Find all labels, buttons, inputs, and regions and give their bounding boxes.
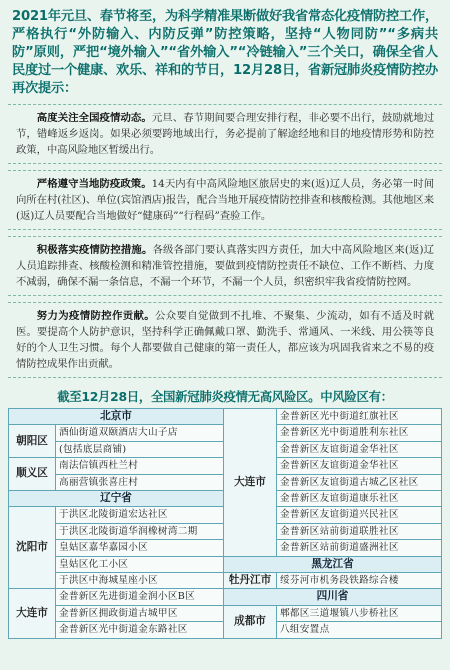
risk-area-table xyxy=(8,408,442,639)
city-cell: 牡丹江市 xyxy=(224,573,277,589)
city-cell: 成都市 xyxy=(224,605,277,638)
area-cell: 金普新区友谊街道兴民社区 xyxy=(277,507,442,523)
risk-area-table-block xyxy=(8,384,442,639)
section-4-lead: 努力为疫情防控作贡献。 xyxy=(36,310,156,322)
section-4-text xyxy=(16,308,434,372)
section-1-lead: 高度关注全国疫情动态。 xyxy=(36,112,152,124)
area-cell: 金普新区光中街道红旗社区 xyxy=(277,409,442,425)
area-cell: 金普新区站前街道联胜社区 xyxy=(277,523,442,539)
area-cell: 皇姑区化工小区 xyxy=(56,556,224,572)
area-cell: 金普新区友谊街道古城乙区社区 xyxy=(277,474,442,490)
area-cell: 金普新区友谊街道金华社区 xyxy=(277,441,442,457)
area-cell: 金普新区友谊街道康乐社区 xyxy=(277,491,442,507)
province-cell: 北京市 xyxy=(9,409,224,425)
table-row xyxy=(9,605,442,621)
area-cell: 金普新区拥政街道古城甲区 xyxy=(56,605,224,621)
area-cell: 金普新区站前街道盛洲社区 xyxy=(277,540,442,556)
section-2-text xyxy=(16,176,434,224)
area-cell: 酒仙街道双颐酒店大山子店 xyxy=(56,425,224,441)
area-cell: 金普新区光中街道金东路社区 xyxy=(56,622,224,638)
area-cell: 于洪区北陵街道宏达社区 xyxy=(56,507,224,523)
section-3-lead: 积极落实疫情防控措施。 xyxy=(36,244,153,256)
section-1-body: 元旦、春节期间要合理安排行程，非必要不出行，鼓励就地过节，错峰返乡返岗。如果必须要跨地域出行，务必提前了解途经地和目的地疫情形势和防控政策，中高风险地区暂缓出行。 xyxy=(16,112,434,156)
section-4 xyxy=(8,302,442,378)
area-cell: 金普新区先进街道金润小区B区 xyxy=(56,589,224,605)
area-cell: 金普新区友谊街道金华社区 xyxy=(277,458,442,474)
area-cell: 金普新区光中街道胜利东社区 xyxy=(277,425,442,441)
section-3 xyxy=(8,236,442,296)
section-2-body: 14天内有中高风险地区旅居史的来(返)辽人员，务必第一时间向所在村(社区)、单位(宾馆酒店)报告，配合当地开展疫情防控排查和核酸检测。其他地区来(返)辽人员要配合当地做好“健康码”“行程码”查验工作。 xyxy=(16,178,434,222)
table-row xyxy=(9,556,442,572)
table-row xyxy=(9,589,442,605)
section-3-text xyxy=(16,242,434,290)
risk-table-title: 截至12月28日，全国新冠肺炎疫情无高风险区。中风险区有： xyxy=(57,389,393,404)
district-cell: 顺义区 xyxy=(9,458,56,491)
area-cell: 八组安置点 xyxy=(277,622,442,638)
city-cell: 沈阳市 xyxy=(9,507,56,589)
area-cell: (包括底层商铺) xyxy=(56,441,224,457)
section-4-body: 公众要自觉做到不扎堆、不聚集、少流动，如有不适及时就医。要提高个人防护意识，坚持科学正确佩戴口罩、勤洗手、常通风、一米线、用公筷等良好的个人卫生习惯。每个人都要做自己健康的第一责任人，都应该为巩固我省来之不易的疫情防控成果作出贡献。 xyxy=(16,310,434,370)
province-cell: 四川省 xyxy=(224,589,442,605)
section-2-lead: 严格遵守当地防疫政策。 xyxy=(36,178,152,190)
section-2 xyxy=(8,170,442,230)
province-cell: 辽宁省 xyxy=(9,491,224,507)
area-cell: 于洪区中海城星座小区 xyxy=(56,573,224,589)
section-1-text xyxy=(16,110,434,158)
area-cell: 于洪区北陵街道华润橡树湾二期 xyxy=(56,523,224,539)
table-row xyxy=(9,409,442,425)
table-row xyxy=(9,573,442,589)
city-cell: 大连市 xyxy=(224,409,277,557)
area-cell: 高丽营镇张喜庄村 xyxy=(56,474,224,490)
city-cell: 大连市 xyxy=(9,589,56,638)
section-3-body: 各级各部门要认真落实四方责任，加大中高风险地区来(返)辽人员追踪排查、核酸检测和精准管控措施，要做到疫情防控责任不缺位、工作不断档、力度不减弱，确保不漏一条信息，不漏一个环节，不漏一个人员，织密织牢我省疫情防控网。 xyxy=(16,244,434,288)
province-cell: 黑龙江省 xyxy=(224,556,442,572)
area-cell: 绥芬河市机务段铁路综合楼 xyxy=(277,573,442,589)
district-cell: 朝阳区 xyxy=(9,425,56,458)
area-cell: 南法信镇西杜兰村 xyxy=(56,458,224,474)
area-cell: 郫都区三道堰镇八步桥社区 xyxy=(277,605,442,621)
section-1 xyxy=(8,104,442,164)
intro-paragraph: 2021年元旦、春节将至，为科学精准果断做好我省常态化疫情防控工作，严格执行“外防输入、内防反弹”防控策略，坚持“人物同防”“多病共防”原则，严把“境外输入”“省外输入”“冷链输入”三个关口，确保全省人民度过一个健康、欢乐、祥和的节日，12月28日，省新冠肺炎疫情防控办再次提示： xyxy=(12,9,438,96)
area-cell: 皇姑区嘉华嘉园小区 xyxy=(56,540,224,556)
